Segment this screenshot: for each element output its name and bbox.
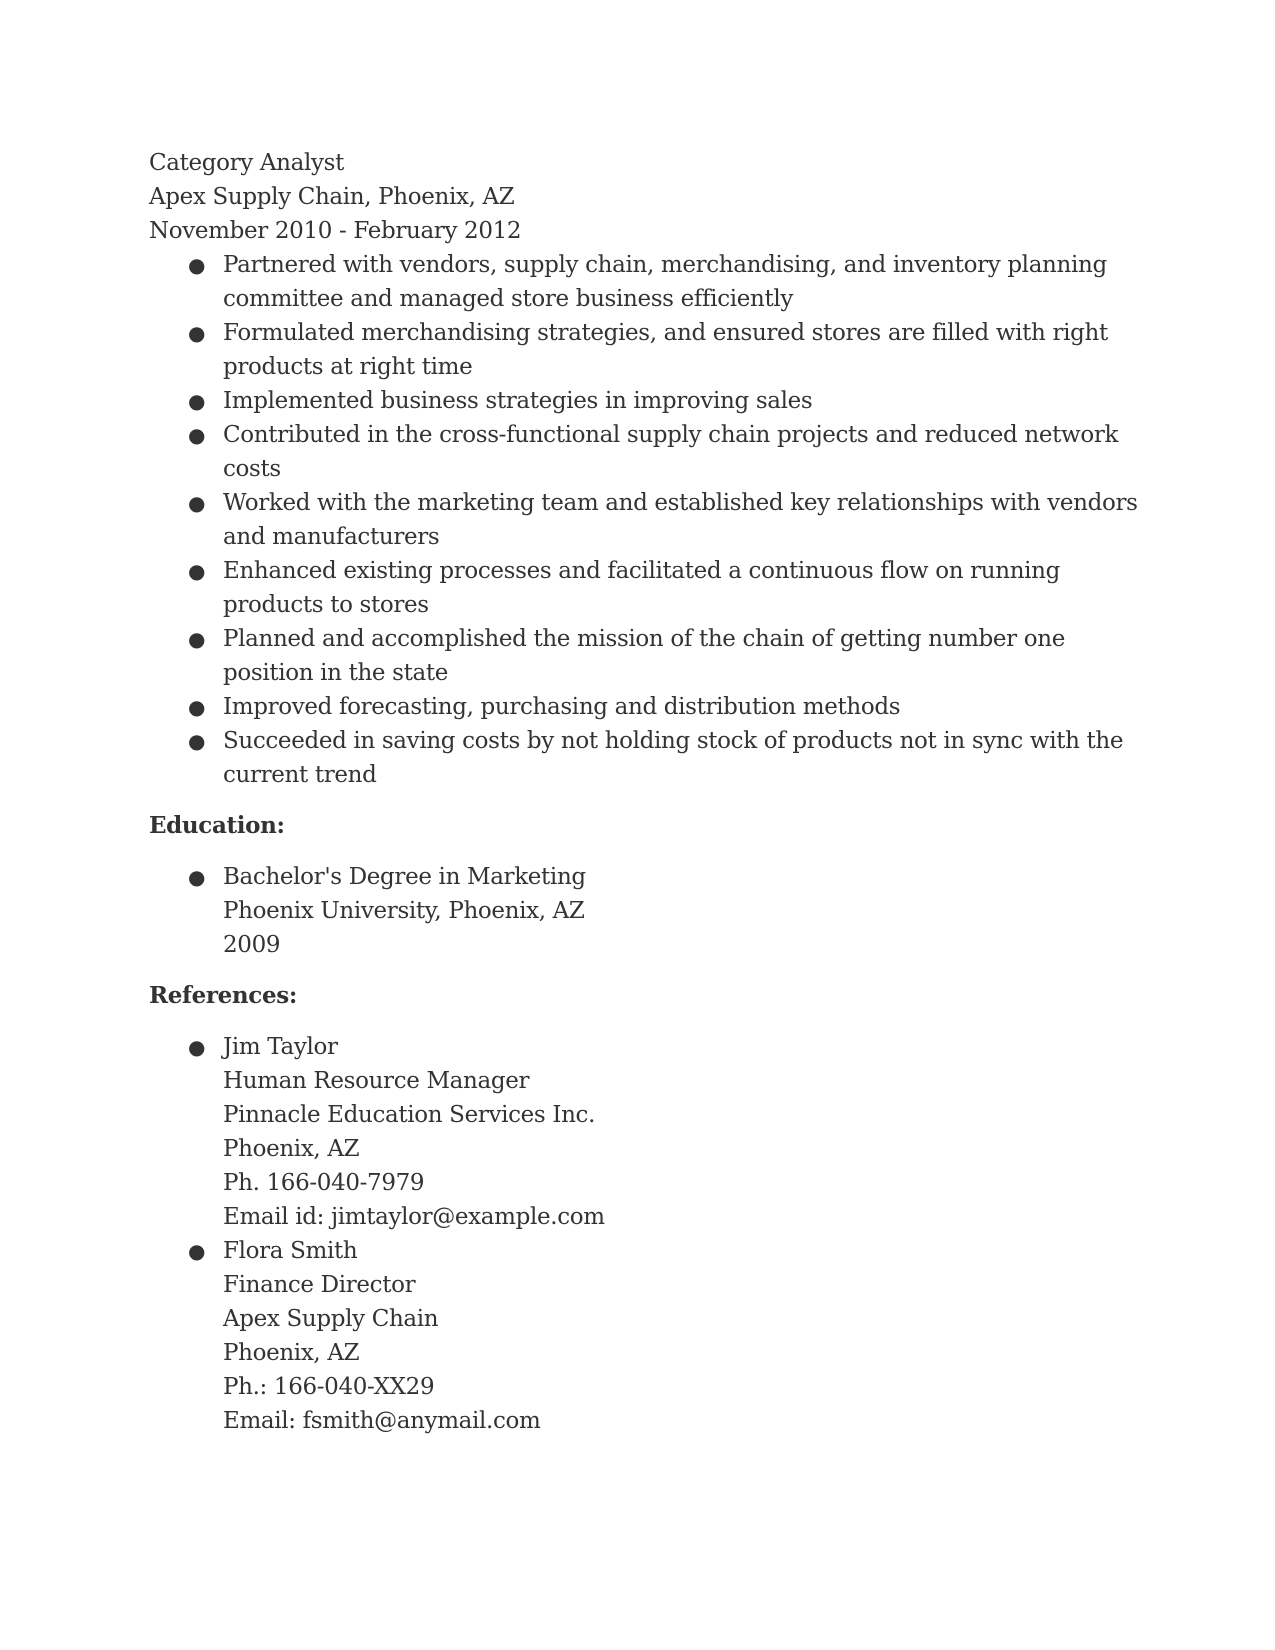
responsibility-item [149, 418, 1129, 486]
list-item-text: Enhanced existing processes and facilitated a continuous flow on running [223, 558, 1060, 584]
experience-section [149, 146, 1138, 792]
responsibility-item [149, 316, 1129, 384]
bullet-icon: ● [188, 321, 206, 345]
list-item-text: Formulated merchandising strategies, and ensured stores are filled with right [223, 320, 1108, 346]
education-heading: Education: [149, 812, 285, 839]
responsibility-item [149, 486, 1138, 554]
list-item-text: Planned and accomplished the mission of the chain of getting number one [223, 626, 1066, 652]
list-item-text: Email id: jimtaylor@example.com [223, 1204, 605, 1230]
list-item-text: Succeeded in saving costs by not holding stock of products not in sync with the [223, 728, 1124, 754]
references-heading: References: [149, 982, 297, 1009]
list-item-text: Phoenix University, Phoenix, AZ [223, 898, 585, 924]
bullet-icon: ● [188, 1035, 206, 1059]
list-item-text: Apex Supply Chain [223, 1306, 439, 1332]
list-item-text: 2009 [223, 932, 281, 958]
list-item-text: position in the state [223, 660, 449, 686]
list-item-text: and manufacturers [223, 524, 440, 550]
responsibility-item [149, 384, 1129, 418]
list-item-text: Ph. 166-040-7979 [223, 1170, 425, 1196]
list-item-text: Implemented business strategies in improving sales [223, 388, 813, 414]
bullet-icon: ● [188, 559, 206, 583]
list-item-text: costs [223, 456, 281, 482]
list-item-text: Ph.: 166-040-XX29 [223, 1374, 435, 1400]
education-item [149, 860, 1129, 962]
responsibility-item [149, 622, 1129, 690]
responsibility-item [149, 690, 1129, 724]
bullet-icon: ● [188, 1239, 206, 1263]
list-item-text: Bachelor's Degree in Marketing [223, 864, 586, 890]
list-item-text: Pinnacle Education Services Inc. [223, 1102, 596, 1128]
bullet-icon: ● [188, 423, 206, 447]
job-title: Category Analyst [149, 150, 344, 176]
responsibility-item [149, 554, 1129, 622]
list-item-text: Contributed in the cross-functional supply chain projects and reduced network [223, 422, 1119, 448]
employment-dates: November 2010 - February 2012 [149, 218, 522, 244]
list-item-text: committee and managed store business efficiently [223, 286, 793, 312]
bullet-icon: ● [188, 695, 206, 719]
list-item-text: Jim Taylor [223, 1034, 338, 1060]
list-item-text: Finance Director [223, 1272, 416, 1298]
list-item-text: products at right time [223, 354, 473, 380]
responsibility-item [149, 248, 1129, 316]
responsibility-list [149, 248, 1138, 792]
references-list [149, 1030, 1129, 1438]
resume-page [149, 146, 1138, 1438]
bullet-icon: ● [188, 253, 206, 277]
list-item-text: Improved forecasting, purchasing and distribution methods [223, 694, 901, 720]
list-item-text: current trend [223, 762, 377, 788]
list-item-text: Email: fsmith@anymail.com [223, 1408, 541, 1434]
reference-item [149, 1030, 1129, 1234]
list-item-text: products to stores [223, 592, 429, 618]
list-item-text: Partnered with vendors, supply chain, merchandising, and inventory planning [223, 252, 1107, 278]
bullet-icon: ● [188, 627, 206, 651]
list-item-text: Worked with the marketing team and established key relationships with vendors [223, 490, 1138, 516]
list-item-text: Human Resource Manager [223, 1068, 530, 1094]
education-list [149, 860, 1129, 962]
bullet-icon: ● [188, 389, 206, 413]
responsibility-item [149, 724, 1129, 792]
bullet-icon: ● [188, 865, 206, 889]
company-location: Apex Supply Chain, Phoenix, AZ [149, 184, 515, 210]
bullet-icon: ● [188, 729, 206, 753]
list-item-text: Phoenix, AZ [223, 1340, 360, 1366]
bullet-icon: ● [188, 491, 206, 515]
list-item-text: Phoenix, AZ [223, 1136, 360, 1162]
reference-item [149, 1234, 1129, 1438]
list-item-text: Flora Smith [223, 1238, 358, 1264]
